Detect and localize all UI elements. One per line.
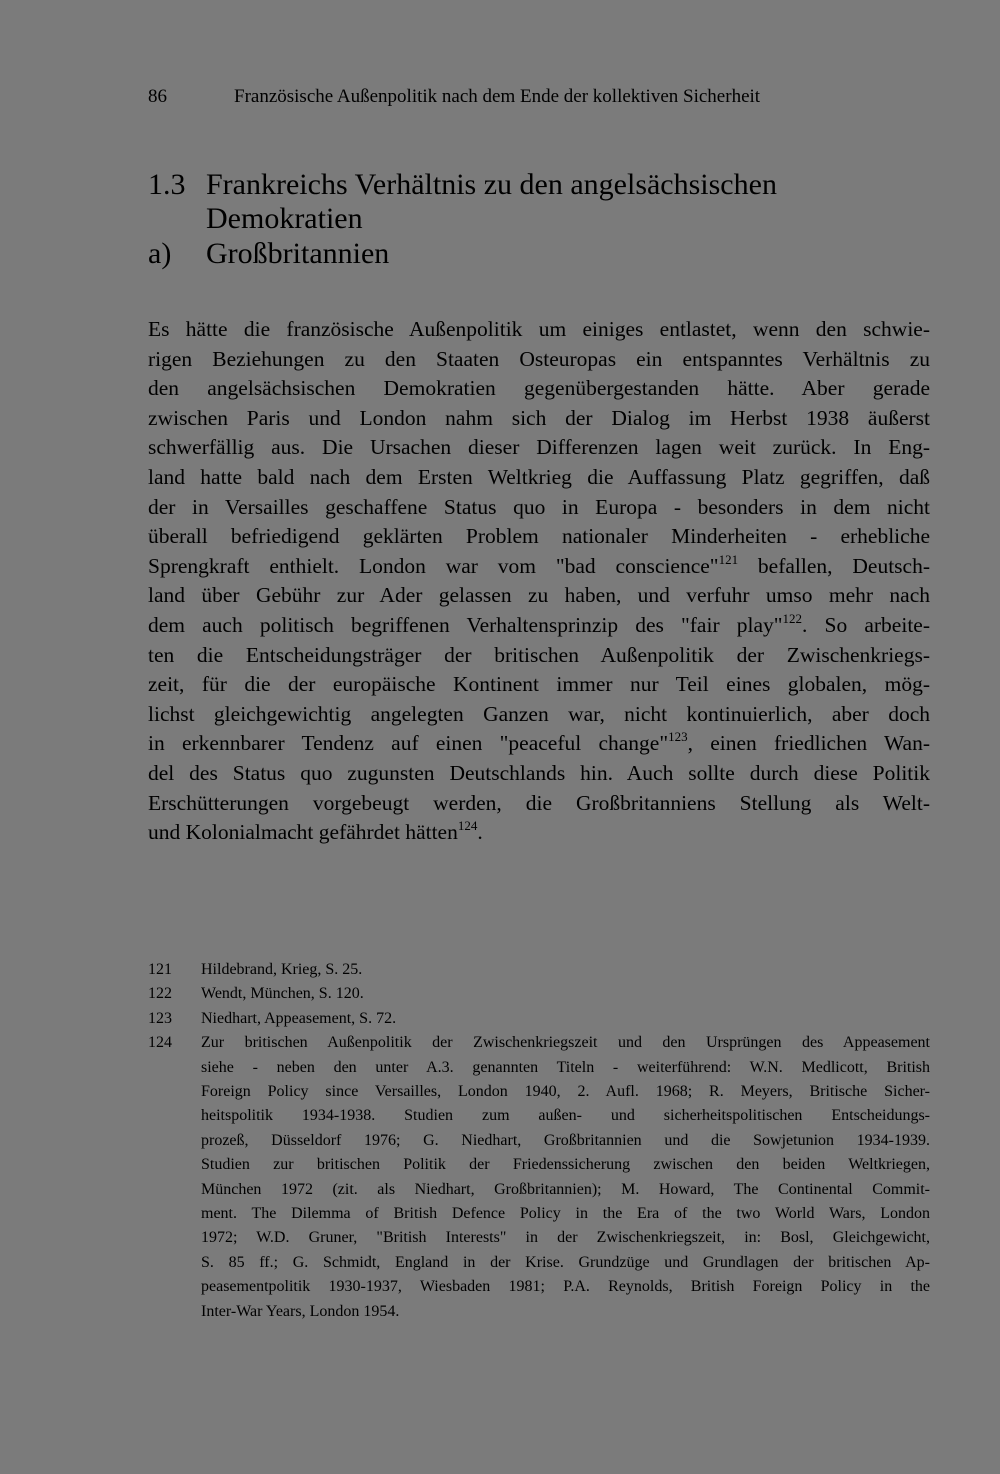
body-line: zeit, für die der europäische Kontinent immer nur Teil eines globalen, mög- [148, 672, 930, 697]
footnote-ref[interactable]: 122 [782, 610, 803, 626]
footnote-line: peasementpolitik 1930-1937, Wiesbaden 1981; P.A. Reynolds, British Foreign Policy in the [201, 1278, 930, 1296]
section-number: 1.3 [148, 168, 186, 201]
text-run: Sprengkraft enthielt. London war vom "bad conscience" [148, 553, 719, 578]
footnote-line: Wendt, München, S. 120. [201, 985, 364, 1003]
section-title-line-2: Demokratien [206, 202, 363, 235]
footnotes [148, 958, 930, 1324]
text-run: . [477, 820, 483, 845]
footnote-ref[interactable]: 121 [718, 551, 739, 567]
body-line: zwischen Paris und London nahm sich der Dialog im Herbst 1938 äußerst [148, 405, 930, 430]
body-paragraph [148, 315, 930, 848]
footnote-ref[interactable]: 124 [457, 818, 478, 834]
footnote-number: 121 [148, 961, 172, 978]
footnote-ref[interactable]: 123 [668, 729, 688, 745]
subsection-label: a) [148, 237, 172, 270]
footnote [148, 958, 930, 982]
footnote-line: Zur britischen Außenpolitik der Zwischenkriegszeit und den Ursprüngen des Appeasement [201, 1034, 930, 1052]
text-run: befallen, Deutsch- [738, 553, 930, 578]
footnote-line: Studien zur britischen Politik der Friedenssicherung zwischen den beiden Weltkriegen, [201, 1156, 930, 1174]
subsection-title: Großbritannien [206, 237, 390, 270]
body-line: Es hätte die französische Außenpolitik um einiges entlastet, wenn den schwie- [148, 317, 930, 341]
body-line: del des Status quo zugunsten Deutschlands hin. Auch sollte durch diese Politik [148, 760, 930, 785]
footnote-line: Hildebrand, Krieg, S. 25. [201, 961, 363, 978]
running-title: Französische Außenpolitik nach dem Ende der kollektiven Sicherheit [234, 86, 761, 107]
footnote-line: ment. The Dilemma of British Defence Policy in the Era of the two World Wars, London [201, 1205, 930, 1223]
footnote-line: siehe - neben den unter A.3. genannten Titeln - weiterführend: W.N. Medlicott, British [201, 1058, 930, 1076]
page-number: 86 [148, 86, 167, 107]
body-line [148, 552, 930, 582]
text-run: . So arbeite- [802, 612, 931, 637]
body-line [148, 611, 930, 641]
footnote-line: Niedhart, Appeasement, S. 72. [201, 1009, 397, 1027]
footnote [148, 982, 930, 1006]
body-line: ten die Entscheidungsträger der britischen Außenpolitik der Zwischenkriegs- [148, 642, 930, 667]
body-line: Erschütterungen vorgebeugt werden, die Großbritanniens Stellung als Welt- [148, 790, 930, 815]
footnote-line: München 1972 (zit. als Niedhart, Großbritannien); M. Howard, The Continental Commit- [201, 1180, 930, 1198]
footnote-line: S. 85 ff.; G. Schmidt, England in der Krise. Grundzüge und Grundlagen der britischen Ap- [201, 1253, 930, 1271]
body-line: der in Versailles geschaffene Status quo in Europa - besonders in dem nicht [148, 494, 930, 519]
body-line: schwerfällig aus. Die Ursachen dieser Differenzen lagen weit zurück. In Eng- [148, 435, 930, 460]
body-line [148, 818, 930, 848]
footnote-line: prozeß, Düsseldorf 1976; G. Niedhart, Großbritannien und die Sowjetunion 1934-1939. [201, 1131, 930, 1149]
footnote-number: 122 [148, 985, 172, 1003]
body-line: lichst gleichgewichtig angelegten Ganzen war, nicht kontinuierlich, aber doch [148, 701, 930, 726]
footnote [148, 1031, 930, 1324]
footnote-line: Inter-War Years, London 1954. [201, 1302, 400, 1320]
text-run: , einen friedlichen Wan- [687, 731, 930, 756]
footnote-line: heitspolitik 1934-1938. Studien zum außen- und sicherheitspolitischen Entscheidungs- [201, 1107, 930, 1125]
text-run: in erkennbarer Tendenz auf einen "peaceful change" [148, 731, 669, 756]
text-run: und Kolonialmacht gefährdet hätten [148, 820, 458, 845]
page-header [148, 86, 868, 116]
section-heading [148, 168, 777, 202]
footnote-line: 1972; W.D. Gruner, "British Interests" in der Zwischenkriegszeit, in: Bosl, Gleichgewicht, [201, 1229, 930, 1247]
text-run: dem auch politisch begriffenen Verhaltensprinzip des "fair play" [148, 612, 783, 637]
footnote-number: 123 [148, 1009, 172, 1027]
footnote-number: 124 [148, 1034, 172, 1052]
section-title-line-1: Frankreichs Verhältnis zu den angelsächsischen [206, 168, 777, 201]
body-line: überall befriedigend geklärten Problem nationaler Minderheiten - erhebliche [148, 524, 930, 549]
body-line: land hatte bald nach dem Ersten Weltkrieg die Auffassung Platz gegriffen, daß [148, 464, 930, 489]
subsection-heading [148, 237, 389, 271]
body-line: rigen Beziehungen zu den Staaten Osteuropas ein entspanntes Verhältnis zu [148, 346, 930, 371]
body-line: den angelsächsischen Demokratien gegenübergestanden hätte. Aber gerade [148, 376, 930, 401]
body-line: land über Gebühr zur Ader gelassen zu haben, und verfuhr umso mehr nach [148, 583, 930, 608]
footnote-line: Foreign Policy since Versailles, London 1940, 2. Aufl. 1968; R. Meyers, Britische Sicher- [201, 1083, 930, 1101]
body-line [148, 729, 930, 759]
footnote [148, 1007, 930, 1031]
